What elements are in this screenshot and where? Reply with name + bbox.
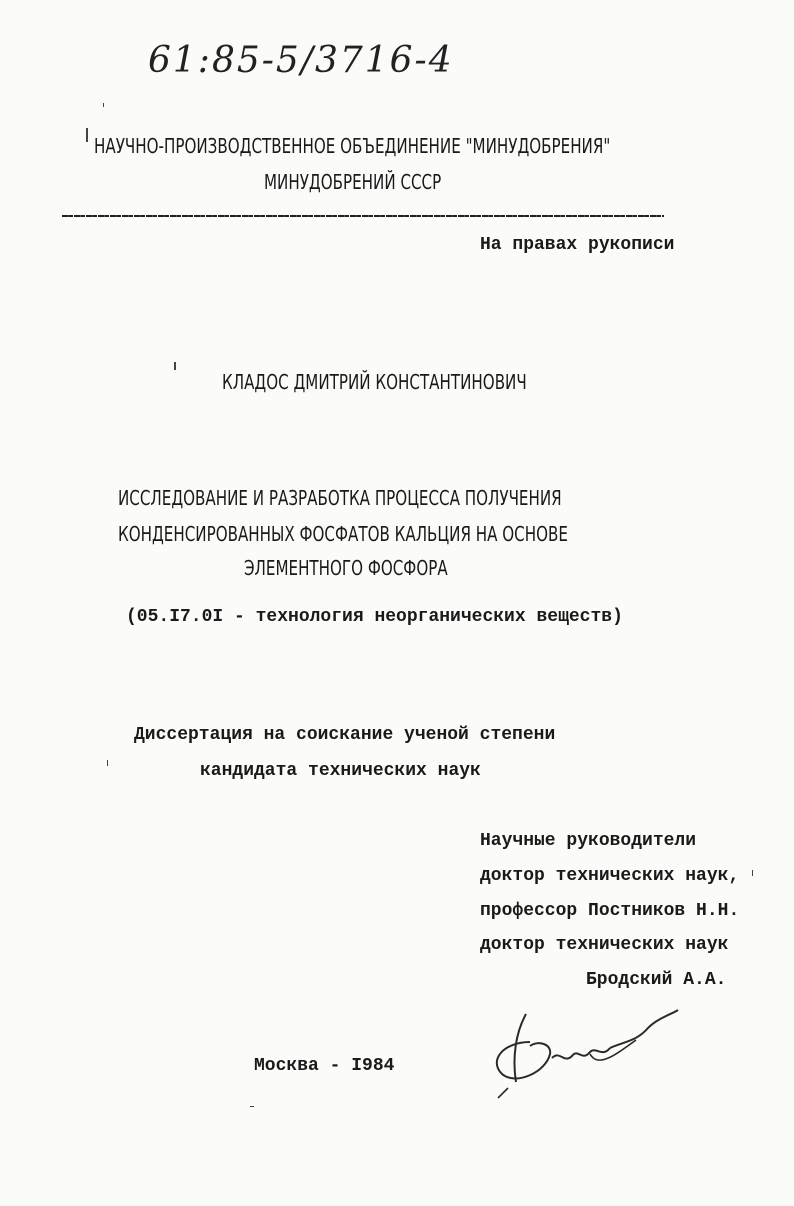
header-divider bbox=[62, 215, 664, 217]
ministry-name: МИНУДОБРЕНИЙ СССР bbox=[264, 170, 442, 194]
scan-speck bbox=[250, 1106, 254, 1107]
scan-speck bbox=[103, 103, 104, 107]
supervisor-line-3: доктор технических наук bbox=[480, 935, 729, 955]
organization-name: НАУЧНО-ПРОИЗВОДСТВЕННОЕ ОБЪЕДИНЕНИЕ "МИНУДОБРЕНИЯ" bbox=[94, 134, 611, 158]
scan-speck bbox=[174, 362, 176, 370]
scan-speck bbox=[752, 870, 753, 876]
specialty-code: (05.I7.0I - технология неорганических веществ) bbox=[126, 607, 623, 627]
scan-speck bbox=[86, 128, 88, 142]
signature-icon bbox=[486, 1002, 686, 1102]
scan-speck bbox=[107, 760, 108, 766]
supervisors-heading: Научные руководители bbox=[480, 831, 697, 851]
dissertation-line-1: Диссертация на соискание ученой степени bbox=[134, 725, 556, 745]
place-year: Москва - I984 bbox=[254, 1056, 395, 1076]
supervisor-line-1: доктор технических наук, bbox=[480, 866, 740, 886]
supervisor-line-2: профессор Постников Н.Н. bbox=[480, 901, 740, 921]
rights-notice: На правах рукописи bbox=[480, 235, 675, 255]
title-line-1: ИССЛЕДОВАНИЕ И РАЗРАБОТКА ПРОЦЕССА ПОЛУЧЕНИЯ bbox=[118, 486, 562, 510]
supervisor-line-4: Бродский А.А. bbox=[586, 970, 727, 990]
author-name: КЛАДОС ДМИТРИЙ КОНСТАНТИНОВИЧ bbox=[222, 370, 527, 394]
archive-number: 61:85-5/3716-4 bbox=[148, 40, 454, 81]
dissertation-line-2: кандидата технических наук bbox=[200, 761, 481, 781]
title-line-3: ЭЛЕМЕНТНОГО ФОСФОРА bbox=[244, 556, 448, 580]
title-line-2: КОНДЕНСИРОВАННЫХ ФОСФАТОВ КАЛЬЦИЯ НА ОСНОВЕ bbox=[118, 522, 568, 546]
